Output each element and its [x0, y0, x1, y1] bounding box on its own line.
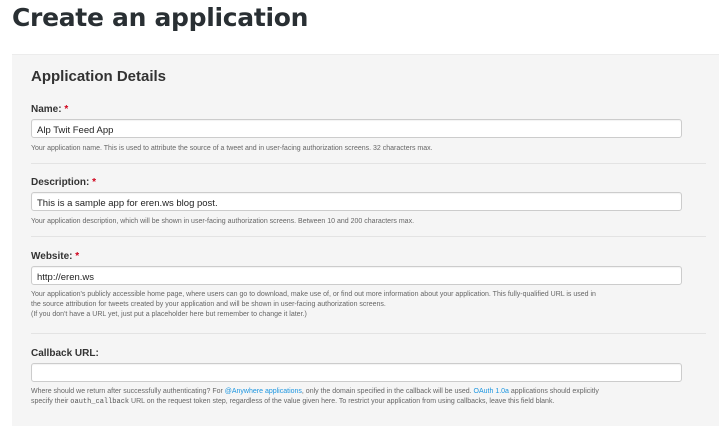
- callback-help-line: [31, 387, 715, 397]
- help-text: URL on the request token step, regardless of the value given here. To restrict your application from using callbacks, leave this field blank.: [129, 398, 555, 405]
- required-marker: *: [64, 104, 69, 115]
- website-label: [31, 251, 79, 263]
- website-help-line: (If you don't have a URL yet, just put a placeholder here but remember to change it later.): [31, 311, 307, 318]
- website-help-line: the source attribution for tweets created by your application and will be shown in user-facing authorization screens.: [31, 301, 386, 308]
- name-input[interactable]: Alp Twit Feed App: [31, 119, 682, 138]
- required-marker: *: [75, 251, 80, 262]
- callback-url-input[interactable]: [31, 363, 682, 382]
- application-details-panel: [12, 54, 719, 426]
- required-marker: *: [92, 177, 97, 188]
- description-help-text: Your application description, which will be shown in user-facing authorization screens. Between 10 and 200 characters max.: [31, 218, 415, 225]
- help-text: Where should we return after successfully authenticating? For: [31, 388, 225, 395]
- oauth-link[interactable]: OAuth 1.0a: [473, 388, 509, 395]
- description-input[interactable]: This is a sample app for eren.ws blog post.: [31, 192, 682, 211]
- divider: [31, 163, 706, 164]
- description-label-text: Description:: [31, 177, 90, 188]
- oauth-callback-code: oauth_callback: [70, 398, 130, 406]
- callback-help-text: [31, 387, 715, 407]
- anywhere-applications-link[interactable]: @Anywhere applications: [224, 388, 302, 395]
- page-title: Create an application: [12, 3, 309, 32]
- website-help-text: [31, 290, 715, 320]
- website-input[interactable]: http://eren.ws: [31, 266, 682, 285]
- name-help-text: Your application name. This is used to attribute the source of a tweet and in user-facing authorization screens. 32 characters max.: [31, 145, 433, 152]
- callback-help-line: [31, 397, 715, 407]
- name-label-text: Name:: [31, 104, 62, 115]
- callback-url-label: Callback URL:: [31, 348, 99, 359]
- help-text: applications should explicitly: [508, 388, 599, 395]
- website-help-line: Your application's publicly accessible home page, where users can go to download, make use of, or find out more information about your application. This fully-qualified URL is used in: [31, 291, 596, 298]
- website-label-text: Website:: [31, 251, 73, 262]
- name-label: [31, 104, 68, 116]
- help-text: specify their: [31, 398, 71, 405]
- divider: [31, 236, 706, 237]
- description-label: [31, 177, 96, 189]
- help-text: , only the domain specified in the callback will be used.: [301, 388, 474, 395]
- divider: [31, 333, 706, 334]
- section-title: Application Details: [31, 68, 167, 85]
